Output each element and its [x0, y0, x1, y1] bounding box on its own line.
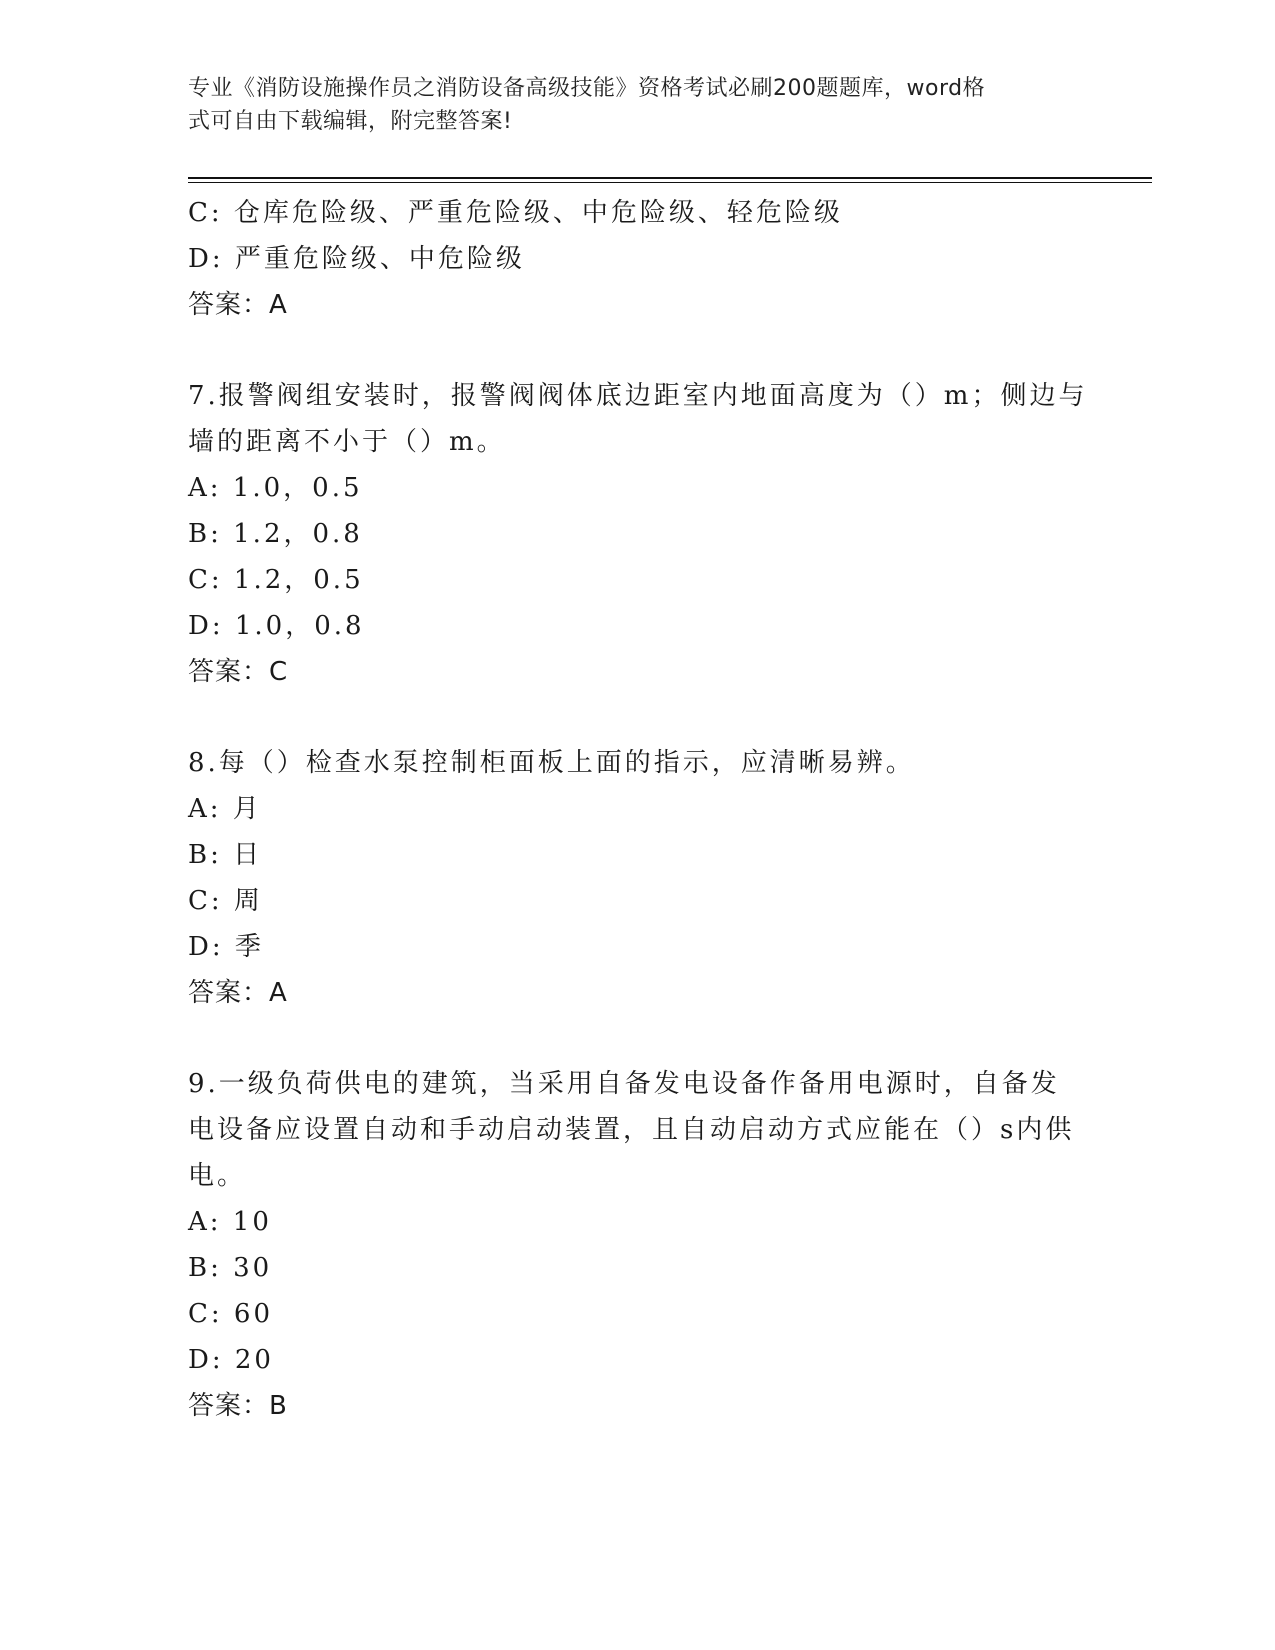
question-6-tail: [188, 190, 1088, 328]
q8-option-c: C: 周: [188, 886, 263, 916]
q7-question-line-1: 7.报警阀组安装时，报警阀阀体底边距室内地面高度为（）m；侧边与: [188, 381, 1088, 411]
document-header: [188, 72, 1088, 138]
q9-option-a: A: 10: [188, 1207, 272, 1237]
question-7: [188, 373, 1088, 695]
q8-answer: 答案：A: [188, 978, 288, 1008]
question-content: [188, 190, 1088, 1429]
q9-option-d: D: 20: [188, 1345, 274, 1375]
q9-option-b: B: 30: [188, 1253, 273, 1283]
q7-option-d: D: 1.0，0.8: [188, 611, 365, 641]
q8-option-a: A: 月: [188, 794, 262, 824]
spacer: [188, 328, 1088, 373]
q9-option-c: C: 60: [188, 1299, 274, 1329]
question-9: [188, 1061, 1088, 1429]
q6-answer: 答案：A: [188, 290, 288, 320]
q7-option-c: C: 1.2，0.5: [188, 565, 364, 595]
q7-option-a: A: 1.0，0.5: [188, 473, 363, 503]
header-line-1: 专业《消防设施操作员之消防设备高级技能》资格考试必刷200题题库，word格: [188, 76, 986, 101]
q7-answer: 答案：C: [188, 657, 289, 687]
q6-option-c: C: 仓库危险级、严重危险级、中危险级、轻危险级: [188, 198, 843, 228]
spacer: [188, 695, 1088, 740]
q7-option-b: B: 1.2，0.8: [188, 519, 363, 549]
q9-answer: 答案：B: [188, 1391, 288, 1421]
q9-question-line-3: 电。: [188, 1161, 247, 1191]
header-divider-thin: [188, 182, 1152, 183]
question-8: [188, 740, 1088, 1016]
header-divider-thick: [188, 177, 1152, 179]
q9-question-line-1: 9.一级负荷供电的建筑，当采用自备发电设备作备用电源时，自备发: [188, 1069, 1060, 1099]
q7-question-line-2: 墙的距离不小于（）m。: [188, 427, 506, 457]
spacer: [188, 1016, 1088, 1061]
q8-question-line-1: 8.每（）检查水泵控制柜面板上面的指示，应清晰易辨。: [188, 748, 915, 778]
q9-question-line-2: 电设备应设置自动和手动启动装置，且自动启动方式应能在（）s内供: [188, 1115, 1075, 1145]
q6-option-d: D: 严重危险级、中危险级: [188, 244, 525, 274]
header-line-2: 式可自由下载编辑，附完整答案!: [188, 109, 513, 134]
q8-option-b: B: 日: [188, 840, 263, 870]
q8-option-d: D: 季: [188, 932, 264, 962]
